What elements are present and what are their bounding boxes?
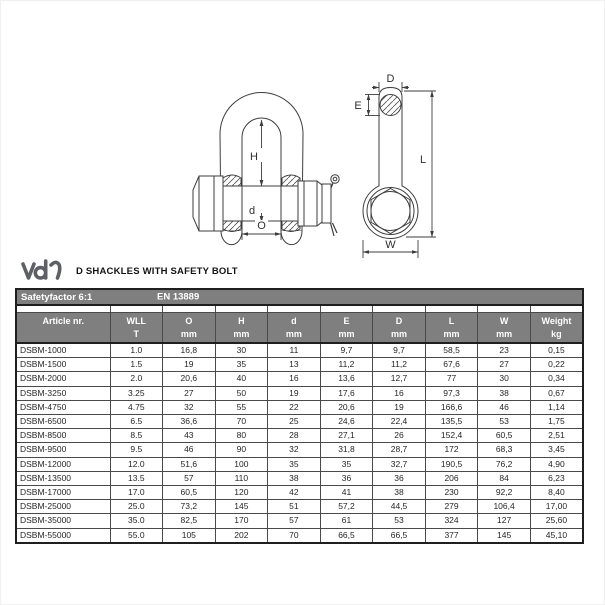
- article-number-cell: DSBM-1000: [16, 343, 110, 358]
- value-cell: 0,67: [530, 386, 583, 400]
- spacer-cell: [163, 305, 216, 313]
- value-cell: 38: [268, 471, 321, 485]
- value-cell: 12,7: [373, 372, 426, 386]
- value-cell: 9.5: [110, 443, 163, 457]
- value-cell: 53: [478, 415, 531, 429]
- value-cell: 4.75: [110, 400, 163, 414]
- cotter-pin-ring: [331, 175, 339, 183]
- value-cell: 11,2: [373, 358, 426, 372]
- value-cell: 57: [268, 514, 321, 528]
- value-cell: 110: [215, 471, 268, 485]
- bolt-hex-head: [193, 176, 223, 231]
- value-cell: 36: [320, 471, 373, 485]
- value-cell: 172: [425, 443, 478, 457]
- value-cell: 1.0: [110, 343, 163, 358]
- value-cell: 152,4: [425, 429, 478, 443]
- value-cell: 190,5: [425, 457, 478, 471]
- column-header-d: d mm: [268, 313, 321, 344]
- value-cell: 67,6: [425, 358, 478, 372]
- value-cell: 145: [215, 500, 268, 514]
- value-cell: 230: [425, 486, 478, 500]
- logo-letter-v: [23, 264, 34, 278]
- value-cell: 28,7: [373, 443, 426, 457]
- page-title: D SHACKLES WITH SAFETY BOLT: [76, 265, 238, 277]
- column-header-e: E mm: [320, 313, 373, 344]
- value-cell: 9,7: [320, 343, 373, 358]
- value-cell: 58,5: [425, 343, 478, 358]
- value-cell: 13,6: [320, 372, 373, 386]
- table-row: [16, 358, 583, 372]
- column-header-o: O mm: [163, 313, 216, 344]
- value-cell: 68,3: [478, 443, 531, 457]
- value-cell: 100: [215, 457, 268, 471]
- value-cell: 90: [215, 443, 268, 457]
- value-cell: 70: [268, 528, 321, 543]
- value-cell: 76,2: [478, 457, 531, 471]
- value-cell: 377: [425, 528, 478, 543]
- value-cell: 45,10: [530, 528, 583, 543]
- value-cell: 20,6: [163, 372, 216, 386]
- spacer-cell: [320, 305, 373, 313]
- value-cell: 43: [163, 429, 216, 443]
- value-cell: 66,5: [320, 528, 373, 543]
- article-number-cell: DSBM-25000: [16, 500, 110, 514]
- article-number-cell: DSBM-8500: [16, 429, 110, 443]
- table-row: [16, 514, 583, 528]
- value-cell: 41: [320, 486, 373, 500]
- value-cell: 30: [478, 372, 531, 386]
- value-cell: 2.0: [110, 372, 163, 386]
- column-header-row: [16, 313, 583, 344]
- value-cell: 16,8: [163, 343, 216, 358]
- value-cell: 120: [215, 486, 268, 500]
- value-cell: 324: [425, 514, 478, 528]
- value-cell: 73,2: [163, 500, 216, 514]
- dimension-label-e: E: [354, 100, 362, 112]
- value-cell: 12.0: [110, 457, 163, 471]
- safety-nut: [298, 181, 322, 226]
- article-number-cell: DSBM-6500: [16, 415, 110, 429]
- value-cell: 53: [373, 514, 426, 528]
- washer-plate: [322, 184, 331, 223]
- value-cell: 60,5: [163, 486, 216, 500]
- value-cell: 46: [163, 443, 216, 457]
- value-cell: 46: [478, 400, 531, 414]
- value-cell: 66,5: [373, 528, 426, 543]
- standard-label: EN 13889: [157, 291, 200, 303]
- value-cell: 40: [215, 372, 268, 386]
- column-header-h: H mm: [215, 313, 268, 344]
- value-cell: 35: [320, 457, 373, 471]
- value-cell: 22: [268, 400, 321, 414]
- value-cell: 23: [478, 343, 531, 358]
- logo-letter-h: [51, 262, 60, 278]
- dimension-label-h: H: [250, 151, 258, 163]
- value-cell: 3,45: [530, 443, 583, 457]
- value-cell: 25: [268, 415, 321, 429]
- spacer-cell: [425, 305, 478, 313]
- column-header-article-nr-: Article nr.: [16, 313, 110, 344]
- value-cell: 0,22: [530, 358, 583, 372]
- value-cell: 19: [163, 358, 216, 372]
- value-cell: 25.0: [110, 500, 163, 514]
- value-cell: 61: [320, 514, 373, 528]
- value-cell: 25,60: [530, 514, 583, 528]
- dimension-label-l: L: [419, 154, 427, 166]
- value-cell: 38: [478, 386, 531, 400]
- value-cell: 9,7: [373, 343, 426, 358]
- value-cell: 6,23: [530, 471, 583, 485]
- value-cell: 2,51: [530, 429, 583, 443]
- value-cell: 13: [268, 358, 321, 372]
- dimension-label-big-d: D: [386, 73, 395, 85]
- spacer-cell: [373, 305, 426, 313]
- article-number-cell: DSBM-9500: [16, 443, 110, 457]
- value-cell: 145: [478, 528, 531, 543]
- article-number-cell: DSBM-1500: [16, 358, 110, 372]
- bow-eye-bottom-left: [221, 231, 242, 245]
- table-row: [16, 429, 583, 443]
- value-cell: 57,2: [320, 500, 373, 514]
- value-cell: 36: [373, 471, 426, 485]
- value-cell: 17.0: [110, 486, 163, 500]
- value-cell: 20,6: [320, 400, 373, 414]
- table-top-bar: [16, 289, 583, 305]
- value-cell: 279: [425, 500, 478, 514]
- column-header-wll: WLL T: [110, 313, 163, 344]
- article-number-cell: DSBM-12000: [16, 457, 110, 471]
- spacer-cell: [110, 305, 163, 313]
- value-cell: 36,6: [163, 415, 216, 429]
- value-cell: 8.5: [110, 429, 163, 443]
- value-cell: 11,2: [320, 358, 373, 372]
- shackle-front-view-drawing: [186, 76, 346, 254]
- value-cell: 51: [268, 500, 321, 514]
- table-row: [16, 443, 583, 457]
- value-cell: 206: [425, 471, 478, 485]
- value-cell: 32,7: [373, 457, 426, 471]
- specification-table: [15, 288, 584, 544]
- value-cell: 35: [215, 358, 268, 372]
- table-row: [16, 457, 583, 471]
- safety-factor-cell: [16, 289, 583, 305]
- article-number-cell: DSBM-3250: [16, 386, 110, 400]
- value-cell: 127: [478, 514, 531, 528]
- bolt-side-view-drawing: [351, 71, 446, 266]
- column-header-d: D mm: [373, 313, 426, 344]
- value-cell: 17,00: [530, 500, 583, 514]
- value-cell: 8,40: [530, 486, 583, 500]
- table-body: [16, 343, 583, 543]
- table-row: [16, 400, 583, 414]
- spacer-cell: [478, 305, 531, 313]
- value-cell: 24,6: [320, 415, 373, 429]
- value-cell: 35: [268, 457, 321, 471]
- value-cell: 55.0: [110, 528, 163, 543]
- value-cell: 32: [163, 400, 216, 414]
- table-row: [16, 415, 583, 429]
- value-cell: 31,8: [320, 443, 373, 457]
- value-cell: 55: [215, 400, 268, 414]
- article-number-cell: DSBM-17000: [16, 486, 110, 500]
- table-row: [16, 500, 583, 514]
- safety-factor-label: Safetyfactor 6:1: [21, 291, 93, 303]
- value-cell: 16: [373, 386, 426, 400]
- article-number-cell: DSBM-4750: [16, 400, 110, 414]
- value-cell: 1,14: [530, 400, 583, 414]
- value-cell: 106,4: [478, 500, 531, 514]
- value-cell: 51,6: [163, 457, 216, 471]
- table-row: [16, 386, 583, 400]
- value-cell: 105: [163, 528, 216, 543]
- value-cell: 80: [215, 429, 268, 443]
- value-cell: 77: [425, 372, 478, 386]
- value-cell: 19: [373, 400, 426, 414]
- column-header-l: L mm: [425, 313, 478, 344]
- value-cell: 60,5: [478, 429, 531, 443]
- value-cell: 27,1: [320, 429, 373, 443]
- article-number-cell: DSBM-2000: [16, 372, 110, 386]
- value-cell: 57: [163, 471, 216, 485]
- article-number-cell: DSBM-35000: [16, 514, 110, 528]
- value-cell: 16: [268, 372, 321, 386]
- value-cell: 92,2: [478, 486, 531, 500]
- article-number-cell: DSBM-13500: [16, 471, 110, 485]
- spacer-cell: [16, 305, 110, 313]
- value-cell: 27: [163, 386, 216, 400]
- bow-cross-section: [380, 95, 401, 116]
- spacer-row: [16, 305, 583, 313]
- spacer-cell: [530, 305, 583, 313]
- value-cell: 42: [268, 486, 321, 500]
- value-cell: 30: [215, 343, 268, 358]
- table-row: [16, 372, 583, 386]
- value-cell: 44,5: [373, 500, 426, 514]
- article-number-cell: DSBM-55000: [16, 528, 110, 543]
- brand-row: [21, 259, 238, 283]
- value-cell: 82,5: [163, 514, 216, 528]
- value-cell: 11: [268, 343, 321, 358]
- dimension-label-d: d: [248, 205, 256, 217]
- vdh-logo: [21, 259, 65, 283]
- value-cell: 1.5: [110, 358, 163, 372]
- value-cell: 97,3: [425, 386, 478, 400]
- column-header-weight: Weight kg: [530, 313, 583, 344]
- value-cell: 19: [268, 386, 321, 400]
- value-cell: 166,6: [425, 400, 478, 414]
- value-cell: 27: [478, 358, 531, 372]
- table-row: [16, 528, 583, 543]
- spacer-cell: [268, 305, 321, 313]
- value-cell: 0,15: [530, 343, 583, 358]
- value-cell: 4,90: [530, 457, 583, 471]
- spacer-cell: [215, 305, 268, 313]
- value-cell: 50: [215, 386, 268, 400]
- value-cell: 17,6: [320, 386, 373, 400]
- value-cell: 135,5: [425, 415, 478, 429]
- table-row: [16, 486, 583, 500]
- value-cell: 28: [268, 429, 321, 443]
- value-cell: 13.5: [110, 471, 163, 485]
- value-cell: 70: [215, 415, 268, 429]
- table-row: [16, 343, 583, 358]
- value-cell: 84: [478, 471, 531, 485]
- bow-eye-bottom-right: [281, 231, 302, 245]
- dimension-label-w: W: [385, 239, 396, 251]
- table-row: [16, 471, 583, 485]
- value-cell: 1,75: [530, 415, 583, 429]
- dimension-e: [365, 94, 380, 116]
- value-cell: 32: [268, 443, 321, 457]
- dimension-label-o: O: [257, 220, 266, 232]
- value-cell: 26: [373, 429, 426, 443]
- value-cell: 35.0: [110, 514, 163, 528]
- value-cell: 6.5: [110, 415, 163, 429]
- value-cell: 170: [215, 514, 268, 528]
- value-cell: 3.25: [110, 386, 163, 400]
- value-cell: 38: [373, 486, 426, 500]
- value-cell: 0,34: [530, 372, 583, 386]
- value-cell: 202: [215, 528, 268, 543]
- value-cell: 22,4: [373, 415, 426, 429]
- column-header-w: W mm: [478, 313, 531, 344]
